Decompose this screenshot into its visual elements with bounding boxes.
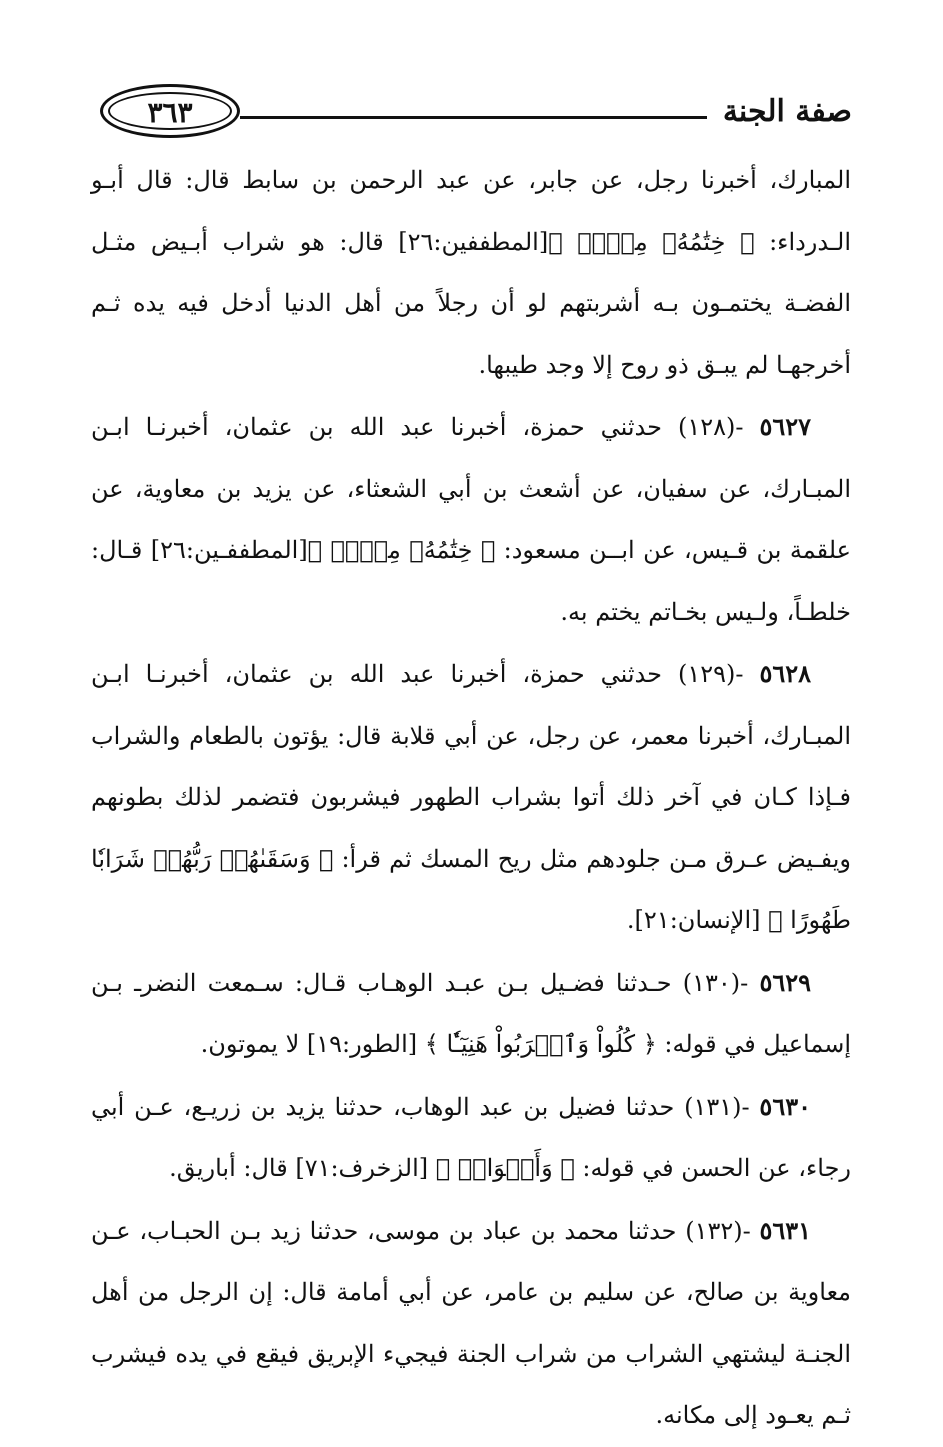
- paragraph-text: المبارك، أخبرنا رجل، عن جابر، عن عبد الرحمن بن سابط قال: قال أبـو الـدرداء: ﴿ خِتَٰمُهُۥ مِسۡكٞ ﴾[المطففين:٢٦] قال: هو شراب أبـيض مثـل الفضـة يختمـون بـه أشربتهم لو أن رجلاً من أهل الدنيا أدخل فيه يده ثـم أخرجهـا لم يبـق ذو روح إلا وجد طيبها.: [91, 166, 852, 379]
- hadith-number: ٥٦٢٨: [759, 659, 811, 688]
- paragraph-text: -(١٣١) حدثنا فضيل بن عبد الوهاب، حدثنا يزيد بن زريـع، عـن أبي رجاء، عن الحسن في قوله: ﴿ وَأَكۡوَابٖ ﴾ [الزخرف:٧١] قال: أباريق.: [91, 1092, 851, 1182]
- paragraph-text: -(١٢٩) حدثني حمزة، أخبرنا عبد الله بن عثمان، أخبرنـا ابـن المبـارك، أخبرنا معمر، عن رجل، عن أبي قلابة قال: يؤتون بالطعام والشراب فـإذا كـان في آخر ذلك أتوا بشراب الطهور فيشربون فتضمر لذلك بطونهم ويفـيض عـرق مـن جلودهم مثل ريح المسك ثم قرأ: ﴿ وَسَقَىٰهُمۡ رَبُّهُمۡ شَرَابٗا طَهُورًا ﴾ [الإنسان:٢١].: [91, 660, 851, 934]
- chapter-title: صفة الجنة: [722, 94, 852, 129]
- paragraph-text: -(١٣٠) حـدثنا فضـيل بـن عبـد الوهـاب قـال: سـمعت النضرـ بـن إسماعيل في قوله: ﴿ كُلُواْ وَٱشۡرَبُواْ هَنِيٓـٔٗا ﴾ [الطور:١٩] لا يموتون.: [91, 968, 851, 1058]
- hadith-paragraph: [91, 643, 851, 952]
- page-number: ٣٦٣: [147, 96, 193, 129]
- hadith-number: ٥٦٣١: [759, 1215, 811, 1245]
- hadith-paragraph: [91, 1076, 851, 1200]
- hadith-number: ٥٦٢٩: [759, 967, 811, 997]
- page-header: [100, 84, 852, 142]
- header-rule: [240, 116, 707, 119]
- page-number-frame: [100, 84, 240, 138]
- hadith-paragraph: [91, 952, 851, 1076]
- paragraph-continued: [91, 150, 851, 396]
- hadith-paragraph: [91, 396, 851, 643]
- hadith-paragraph: [91, 1200, 851, 1447]
- paragraph-text: -(١٢٨) حدثني حمزة، أخبرنا عبد الله بن عثمان، أخبرنـا ابـن المبـارك، عن سفيان، عن أشعث بن أبي الشعثاء، عن يزيد بن معاوية، عن علقمة بن قـيس، عن ابــن مسعود: ﴿ خِتَٰمُهُۥ مِسۡكٞ ﴾[المطففـين:٢٦] قـال: خلطـاً، ولـيس بخـاتم يختم به.: [91, 413, 851, 626]
- hadith-number: ٥٦٣٠: [759, 1091, 811, 1121]
- paragraph-text: -(١٣٢) حدثنا محمد بن عباد بن موسى، حدثنا زيد بـن الحبـاب، عـن معاوية بن صالح، عن سليم بن عامر، عن أبي أمامة قال: إن الرجل من أهل الجنـة ليشتهي الشراب من شراب الجنة فيجيء الإبريق فيقع في يده فيشرب ثـم يعـود إلى مكانه.: [91, 1216, 851, 1429]
- body-text: [91, 150, 851, 1447]
- hadith-number: ٥٦٢٧: [759, 412, 811, 441]
